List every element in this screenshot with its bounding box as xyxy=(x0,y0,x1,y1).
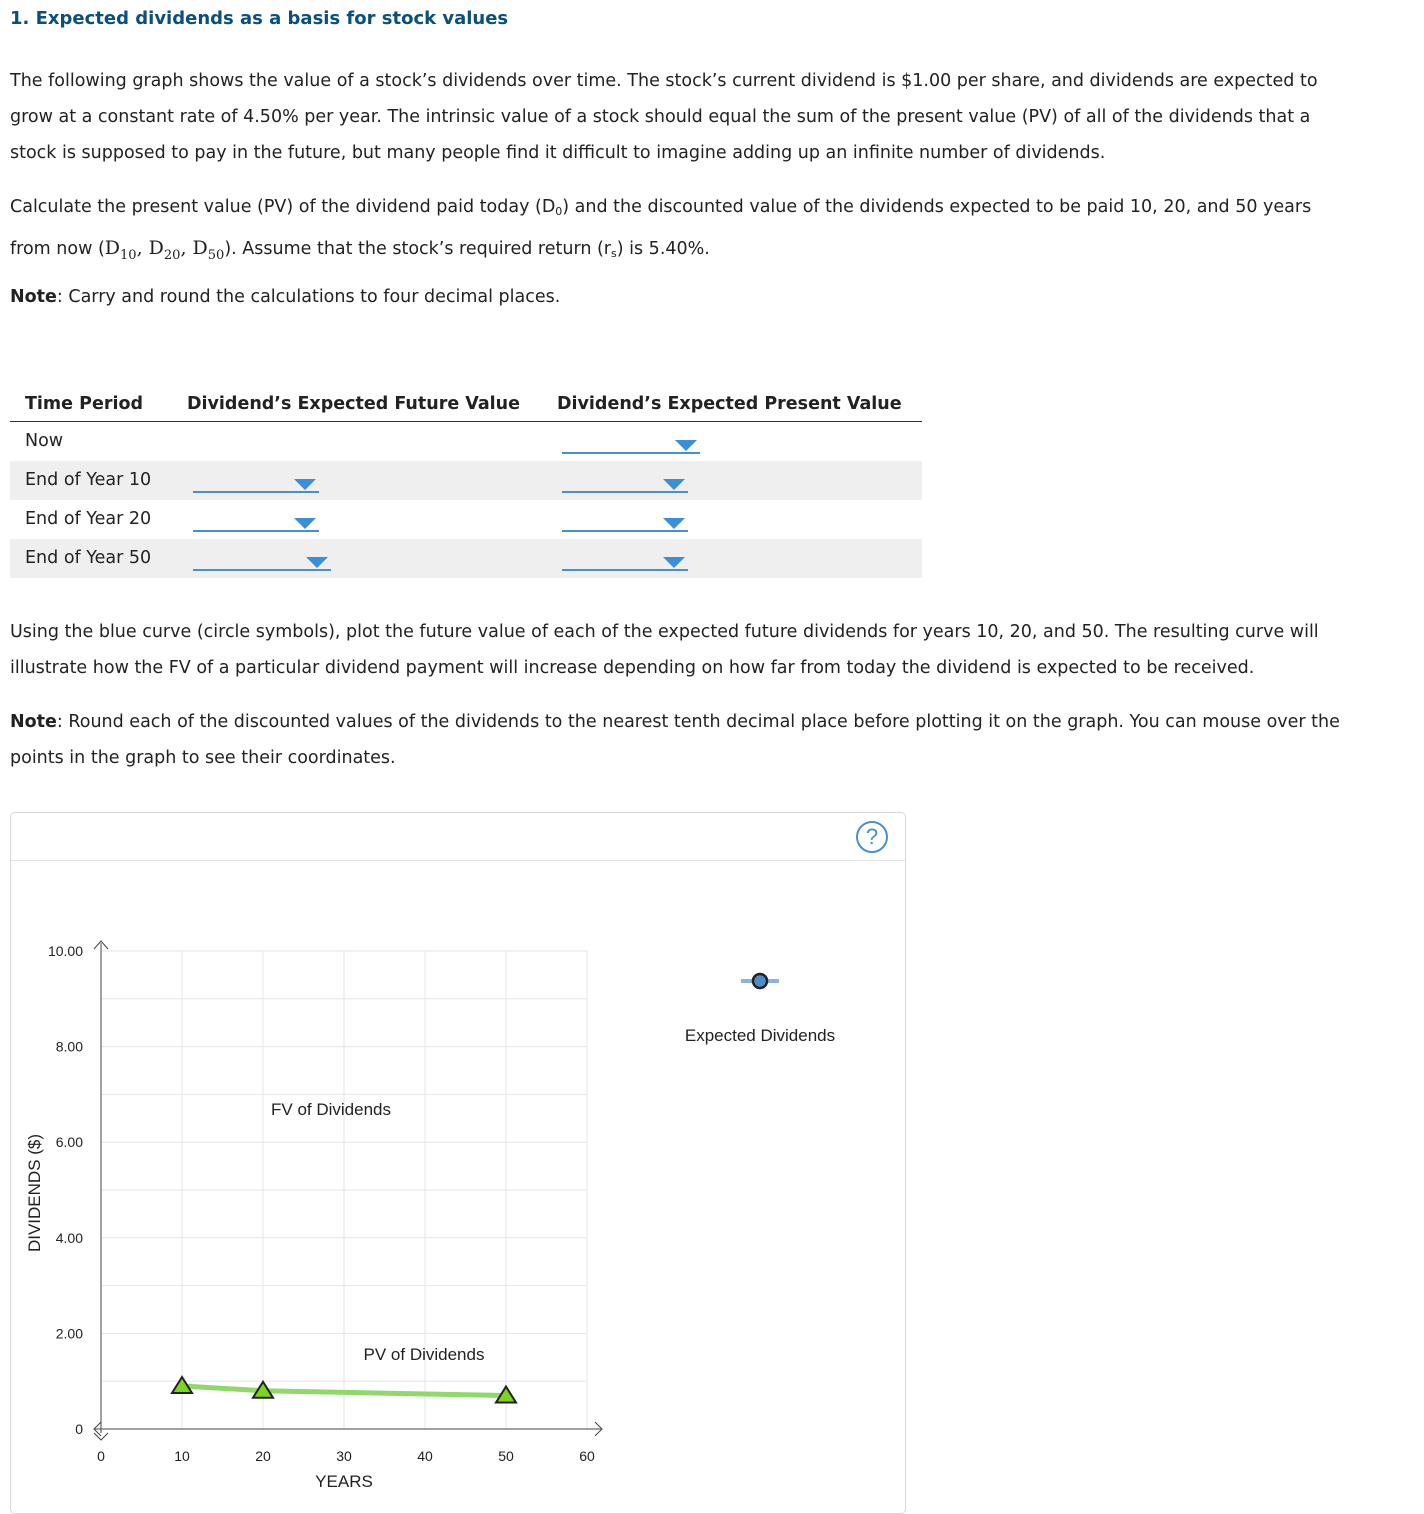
header-time-period: Time Period xyxy=(25,394,144,414)
chevron-down-icon xyxy=(294,518,316,529)
chevron-down-icon xyxy=(663,518,685,529)
chevron-down-icon xyxy=(306,557,328,568)
x-tick-label: 60 xyxy=(579,1448,595,1464)
table-header xyxy=(10,388,922,422)
calc-text: Calculate the present value (PV) of the dividend paid today (D xyxy=(10,197,556,217)
legend-expected-dividends[interactable] xyxy=(741,974,779,988)
x-tick-label: 40 xyxy=(417,1448,433,1464)
fv-curve-label: FV of Dividends xyxy=(271,1100,391,1119)
note-label: Note xyxy=(10,287,57,307)
chevron-down-icon xyxy=(675,440,697,451)
fv-year20-dropdown[interactable] xyxy=(193,514,319,532)
calc-text: ). Assume that the stock’s required return (r xyxy=(224,239,612,259)
pv-year50-dropdown[interactable] xyxy=(562,553,688,571)
pv-curve-label: PV of Dividends xyxy=(363,1345,485,1364)
grid-lines xyxy=(101,951,587,1429)
x-tick-label: 20 xyxy=(255,1448,271,1464)
graph-panel xyxy=(10,812,906,1514)
intro-line-1: The following graph shows the value of a stock’s dividends over time. The stock’s current dividend is $1.00 per share, and dividends are expected to xyxy=(10,71,1318,91)
dividend-symbols xyxy=(104,237,225,263)
y-tick-label: 4.00 xyxy=(55,1229,83,1246)
row-label: Now xyxy=(25,431,64,451)
row-label: End of Year 20 xyxy=(25,509,152,529)
plot-instructions xyxy=(10,614,1319,686)
page-title: 1. Expected dividends as a basis for stock values xyxy=(10,8,509,29)
table-row xyxy=(10,422,922,461)
tick-labels xyxy=(48,943,595,1464)
fv-year50-dropdown[interactable] xyxy=(193,553,331,571)
note-text: points in the graph to see their coordinates. xyxy=(10,748,396,768)
pv-year10-dropdown[interactable] xyxy=(562,475,688,493)
note-text: : Carry and round the calculations to four decimal places. xyxy=(56,287,561,307)
d10-subscript: 10 xyxy=(120,247,137,263)
comma: , xyxy=(136,237,149,259)
x-tick-label: 30 xyxy=(336,1448,352,1464)
intro-line-2: grow at a constant rate of 4.50% per year. The intrinsic value of a stock should equal the sum of the present value (PV) of all of the dividends that a xyxy=(10,107,1311,127)
header-present-value: Dividend’s Expected Present Value xyxy=(557,394,902,414)
d0-subscript: 0 xyxy=(555,205,563,218)
legend-circle-icon[interactable] xyxy=(753,974,767,988)
y-tick-label: 6.00 xyxy=(55,1134,83,1151)
calc-text: ) is 5.40%. xyxy=(616,239,710,259)
fv-year10-dropdown[interactable] xyxy=(193,475,319,493)
x-tick-label: 0 xyxy=(97,1448,105,1464)
note-2 xyxy=(10,704,1340,776)
pv-year20-dropdown[interactable] xyxy=(562,514,688,532)
help-icon[interactable]: ? xyxy=(856,821,888,853)
d-symbol: D xyxy=(192,237,208,259)
table-row xyxy=(10,539,922,578)
d-symbol: D xyxy=(104,237,121,259)
table-row xyxy=(10,461,922,500)
y-tick-label: 10.00 xyxy=(47,943,83,959)
y-tick-label: 0 xyxy=(75,1421,83,1437)
intro-text xyxy=(10,63,1318,171)
x-axis-label: YEARS xyxy=(315,1472,373,1491)
pv-now-dropdown[interactable] xyxy=(562,436,700,454)
y-tick-label: 2.00 xyxy=(55,1325,83,1342)
note-1 xyxy=(10,279,560,315)
chevron-down-icon xyxy=(294,479,316,490)
note-label: Note xyxy=(10,712,57,732)
rs-subscript: s xyxy=(611,247,617,260)
x-tick-label: 50 xyxy=(498,1448,514,1464)
instructions-line-2: illustrate how the FV of a particular dividend payment will increase depending on how far from today the dividend is expected to be received. xyxy=(10,658,1255,678)
comma: , xyxy=(180,237,193,259)
y-axis-arrow-down xyxy=(94,1433,108,1440)
intro-line-3: stock is supposed to pay in the future, but many people find it difficult to imagine adding up an infinite number of dividends. xyxy=(10,143,1106,163)
d20-subscript: 20 xyxy=(163,247,181,263)
d-symbol: D xyxy=(148,237,164,259)
calc-text: ) and the discounted value of the dividends expected to be paid 10, 20, and 50 years xyxy=(562,197,1312,217)
row-label: End of Year 50 xyxy=(25,548,152,568)
legend-label: Expected Dividends xyxy=(684,1026,836,1045)
note-text: : Round each of the discounted values of the dividends to the nearest tenth decimal place before plotting it on the graph. You can mouse over the xyxy=(56,712,1340,732)
calc-text: from now ( xyxy=(10,239,105,259)
header-future-value: Dividend’s Expected Future Value xyxy=(187,394,521,414)
x-tick-label: 10 xyxy=(174,1448,190,1464)
row-label: End of Year 10 xyxy=(25,470,152,490)
y-tick-label: 8.00 xyxy=(55,1038,83,1055)
chevron-down-icon xyxy=(663,557,685,568)
calc-instructions xyxy=(10,189,1311,274)
dividends-chart xyxy=(11,813,905,1495)
instructions-line-1: Using the blue curve (circle symbols), plot the future value of each of the expected future dividends for years 10, 20, and 50. The resulting curve will xyxy=(10,622,1319,642)
d50-subscript: 50 xyxy=(207,247,225,263)
chevron-down-icon xyxy=(663,479,685,490)
dividend-table xyxy=(10,388,922,578)
y-axis-label: DIVIDENDS ($) xyxy=(25,1133,44,1253)
table-row xyxy=(10,500,922,539)
